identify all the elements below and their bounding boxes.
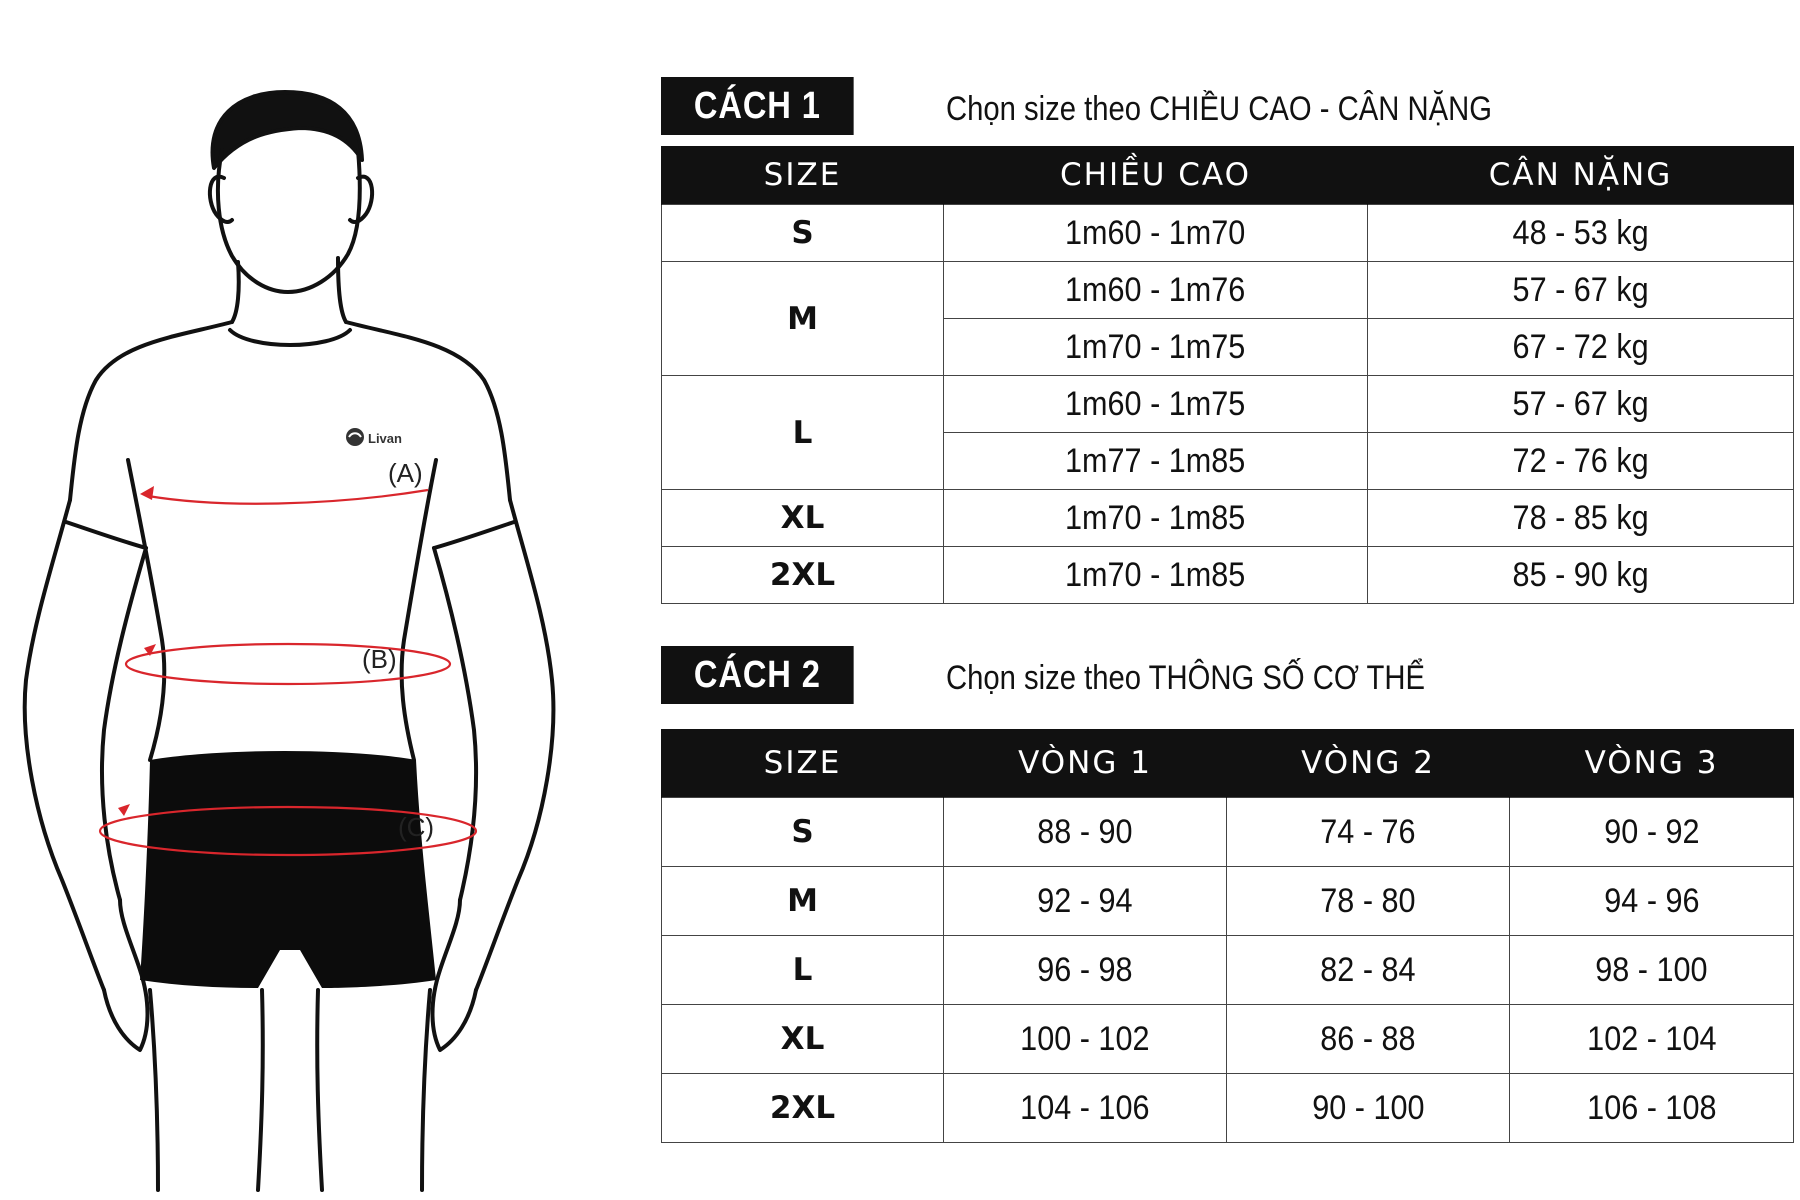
table-row: [662, 262, 1794, 319]
size-cell: XL: [662, 1005, 944, 1074]
size-cell: L: [662, 376, 944, 490]
leg-left-outer: [150, 990, 158, 1190]
table-row: [662, 547, 1794, 604]
method1-tag: CÁCH 1: [661, 77, 854, 135]
vong1-cell: 88 - 90: [944, 798, 1227, 867]
torso-right: [402, 460, 436, 760]
vong3-cell: 106 - 108: [1510, 1074, 1794, 1143]
size-cell: 2XL: [662, 1074, 944, 1143]
height-cell: 1m60 - 1m75: [944, 376, 1368, 433]
weight-cell: 85 - 90 kg: [1368, 547, 1794, 604]
livan-logo-icon: [346, 428, 364, 446]
height-cell: 1m77 - 1m85: [944, 433, 1368, 490]
sleeve-right: [434, 522, 514, 548]
height-cell: 1m70 - 1m75: [944, 319, 1368, 376]
table-row: [662, 376, 1794, 433]
size-cell: 2XL: [662, 547, 944, 604]
table-row: [662, 1005, 1794, 1074]
vong2-cell: 78 - 80: [1227, 867, 1510, 936]
body-figure: [0, 0, 620, 1200]
vong2-cell: 82 - 84: [1227, 936, 1510, 1005]
torso-left: [128, 460, 164, 760]
arm-right-inner: [434, 548, 476, 900]
vong3-cell: 102 - 104: [1510, 1005, 1794, 1074]
vong3-cell: 94 - 96: [1510, 867, 1794, 936]
vong1-cell: 104 - 106: [944, 1074, 1227, 1143]
label-b: (B): [362, 644, 397, 674]
header-vong3: VÒNG 3: [1510, 729, 1794, 798]
weight-cell: 67 - 72 kg: [1368, 319, 1794, 376]
table-row: [662, 1074, 1794, 1143]
header-height: CHIỀU CAO: [944, 146, 1368, 205]
height-cell: 1m60 - 1m76: [944, 262, 1368, 319]
weight-cell: 57 - 67 kg: [1368, 376, 1794, 433]
header-weight: CÂN NẶNG: [1368, 146, 1794, 205]
body-measurement-table: [661, 729, 1794, 1143]
hair-shape: [213, 92, 362, 168]
arrow-a-icon: [140, 486, 154, 500]
vong3-cell: 90 - 92: [1510, 798, 1794, 867]
height-weight-table: [661, 146, 1794, 604]
neck-right: [338, 258, 346, 322]
size-cell: L: [662, 936, 944, 1005]
table-header-row: [662, 729, 1794, 798]
arrow-c-icon: [118, 804, 130, 816]
leg-left-inner: [258, 990, 263, 1190]
weight-cell: 78 - 85 kg: [1368, 490, 1794, 547]
table-row: [662, 205, 1794, 262]
collar: [230, 330, 350, 345]
method1-subtitle: Chọn size theo CHIỀU CAO - CÂN NẶNG: [946, 90, 1492, 128]
leg-right-outer: [422, 990, 430, 1190]
vong2-cell: 90 - 100: [1227, 1074, 1510, 1143]
size-cell: S: [662, 205, 944, 262]
brand-name: Livan: [368, 431, 402, 446]
vong1-cell: 100 - 102: [944, 1005, 1227, 1074]
size-cell: M: [662, 867, 944, 936]
size-cell: S: [662, 798, 944, 867]
height-cell: 1m60 - 1m70: [944, 205, 1368, 262]
weight-cell: 57 - 67 kg: [1368, 262, 1794, 319]
shoulder-right: [346, 322, 510, 500]
vong3-cell: 98 - 100: [1510, 936, 1794, 1005]
table-row: [662, 490, 1794, 547]
weight-cell: 72 - 76 kg: [1368, 433, 1794, 490]
table-row: [662, 798, 1794, 867]
header-vong2: VÒNG 2: [1227, 729, 1510, 798]
size-cell: M: [662, 262, 944, 376]
hand-right: [433, 900, 477, 1050]
label-c: (C): [398, 812, 435, 842]
shorts-shape: [140, 751, 436, 988]
arm-right-outer: [476, 500, 553, 990]
method2-tag: CÁCH 2: [661, 646, 854, 704]
label-a: (A): [388, 458, 423, 488]
table-row: [662, 936, 1794, 1005]
header-size: SIZE: [662, 146, 944, 205]
vong2-cell: 86 - 88: [1227, 1005, 1510, 1074]
shoulder-left: [70, 322, 232, 500]
arm-left-outer: [25, 500, 104, 990]
height-cell: 1m70 - 1m85: [944, 490, 1368, 547]
height-cell: 1m70 - 1m85: [944, 547, 1368, 604]
vong1-cell: 96 - 98: [944, 936, 1227, 1005]
vong2-cell: 74 - 76: [1227, 798, 1510, 867]
weight-cell: 48 - 53 kg: [1368, 205, 1794, 262]
arm-left-inner: [102, 548, 146, 900]
header-size: SIZE: [662, 729, 944, 798]
table-row: [662, 867, 1794, 936]
leg-right-inner: [317, 990, 322, 1190]
header-vong1: VÒNG 1: [944, 729, 1227, 798]
measure-line-a: [148, 490, 428, 504]
method2-subtitle: Chọn size theo THÔNG SỐ CƠ THỂ: [946, 659, 1425, 697]
neck-left: [232, 262, 239, 322]
table-header-row: [662, 146, 1794, 205]
size-cell: XL: [662, 490, 944, 547]
sleeve-left: [66, 522, 146, 548]
vong1-cell: 92 - 94: [944, 867, 1227, 936]
